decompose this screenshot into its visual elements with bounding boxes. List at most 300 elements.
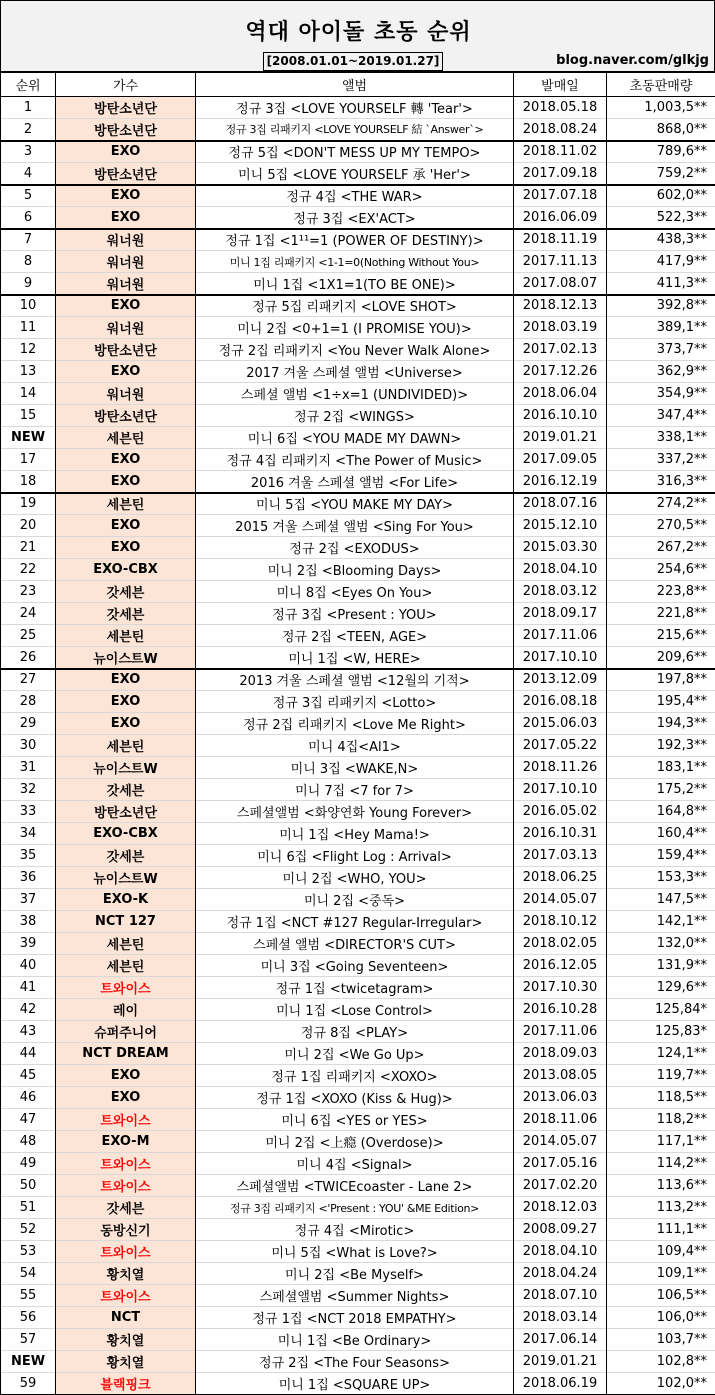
table-row: [1, 867, 715, 889]
release-date-cell: 2015.03.30: [514, 537, 607, 559]
rank-cell: 14: [1, 383, 56, 405]
album-cell: 미니 1집 <Be Ordinary>: [196, 1329, 514, 1351]
column-header-release-date: 발매일: [514, 73, 607, 97]
rank-cell: 49: [1, 1153, 56, 1175]
rank-cell: 5: [1, 185, 56, 207]
artist-cell: EXO: [56, 1065, 196, 1087]
blog-url: blog.naver.com/glkjg: [556, 53, 709, 68]
table-row: [1, 1307, 715, 1329]
sales-cell: 194,3**: [607, 713, 715, 735]
table-row: [1, 1153, 715, 1175]
release-date-cell: 2018.11.26: [514, 757, 607, 779]
sales-cell: 195,4**: [607, 691, 715, 713]
rank-cell: 34: [1, 823, 56, 845]
album-cell: 정규 2집 <EXODUS>: [196, 537, 514, 559]
sales-cell: 411,3**: [607, 273, 715, 295]
artist-cell: 워너원: [56, 229, 196, 251]
table-row: [1, 405, 715, 427]
artist-cell: EXO: [56, 669, 196, 691]
release-date-cell: 2015.06.03: [514, 713, 607, 735]
artist-cell: 트와이스: [56, 1285, 196, 1307]
release-date-cell: 2017.11.06: [514, 1021, 607, 1043]
artist-cell: EXO-CBX: [56, 559, 196, 581]
rank-cell: 15: [1, 405, 56, 427]
rank-cell: 31: [1, 757, 56, 779]
table-row: [1, 691, 715, 713]
rank-cell: 19: [1, 493, 56, 515]
table-header-row: [1, 73, 715, 97]
table-row: [1, 757, 715, 779]
album-cell: 스페셜앨범 <TWICEcoaster - Lane 2>: [196, 1175, 514, 1197]
artist-cell: EXO: [56, 141, 196, 163]
sales-cell: 119,7**: [607, 1065, 715, 1087]
artist-cell: EXO: [56, 361, 196, 383]
artist-cell: NCT: [56, 1307, 196, 1329]
period-range: [2008.01.01~2019.01.27]: [263, 52, 443, 71]
release-date-cell: 2018.08.24: [514, 119, 607, 141]
sales-cell: 389,1**: [607, 317, 715, 339]
album-cell: 정규 1집 리패키지 <XOXO>: [196, 1065, 514, 1087]
artist-cell: 트와이스: [56, 977, 196, 999]
release-date-cell: 2016.08.18: [514, 691, 607, 713]
artist-cell: 갓세븐: [56, 603, 196, 625]
artist-cell: EXO-K: [56, 889, 196, 911]
artist-cell: EXO: [56, 449, 196, 471]
release-date-cell: 2017.03.13: [514, 845, 607, 867]
rank-cell: 22: [1, 559, 56, 581]
table-row: [1, 845, 715, 867]
sales-cell: 109,4**: [607, 1241, 715, 1263]
artist-cell: EXO-CBX: [56, 823, 196, 845]
release-date-cell: 2018.06.19: [514, 1373, 607, 1395]
rank-cell: 29: [1, 713, 56, 735]
release-date-cell: 2019.01.21: [514, 1351, 607, 1373]
album-cell: 미니 5집 <YOU MAKE MY DAY>: [196, 493, 514, 515]
album-cell: 스페셜앨범 <Summer Nights>: [196, 1285, 514, 1307]
sales-cell: 602,0**: [607, 185, 715, 207]
rank-cell: 32: [1, 779, 56, 801]
sales-cell: 106,0**: [607, 1307, 715, 1329]
sales-cell: 183,1**: [607, 757, 715, 779]
rank-cell: 25: [1, 625, 56, 647]
album-cell: 미니 2집 <上瘾 (Overdose)>: [196, 1131, 514, 1153]
table-row: [1, 603, 715, 625]
album-cell: 미니 6집 <YOU MADE MY DAWN>: [196, 427, 514, 449]
sales-cell: 124,1**: [607, 1043, 715, 1065]
table-row: [1, 713, 715, 735]
sales-cell: 153,3**: [607, 867, 715, 889]
sales-cell: 417,9**: [607, 251, 715, 273]
table-row: [1, 141, 715, 163]
album-cell: 미니 1집 <Lose Control>: [196, 999, 514, 1021]
sales-cell: 759,2**: [607, 163, 715, 185]
table-row: [1, 647, 715, 669]
rank-cell: 40: [1, 955, 56, 977]
release-date-cell: 2018.03.14: [514, 1307, 607, 1329]
artist-cell: 워너원: [56, 317, 196, 339]
table-row: [1, 449, 715, 471]
table-row: [1, 185, 715, 207]
rank-cell: 37: [1, 889, 56, 911]
rank-cell: 36: [1, 867, 56, 889]
release-date-cell: 2018.06.04: [514, 383, 607, 405]
release-date-cell: 2016.12.19: [514, 471, 607, 493]
table-row: [1, 625, 715, 647]
column-header-first-week-sales: 초동판매량: [607, 73, 715, 97]
table-row: [1, 273, 715, 295]
rank-cell: 21: [1, 537, 56, 559]
album-cell: 정규 2집 <WINGS>: [196, 405, 514, 427]
artist-cell: 워너원: [56, 251, 196, 273]
artist-cell: 황치열: [56, 1351, 196, 1373]
album-cell: 미니 2집 <Blooming Days>: [196, 559, 514, 581]
table-row: [1, 559, 715, 581]
release-date-cell: 2017.08.07: [514, 273, 607, 295]
rank-cell: 3: [1, 141, 56, 163]
table-row: [1, 493, 715, 515]
rank-cell: 55: [1, 1285, 56, 1307]
release-date-cell: 2018.10.12: [514, 911, 607, 933]
release-date-cell: 2018.11.02: [514, 141, 607, 163]
artist-cell: EXO: [56, 713, 196, 735]
release-date-cell: 2016.06.09: [514, 207, 607, 229]
release-date-cell: 2017.10.10: [514, 647, 607, 669]
release-date-cell: 2017.07.18: [514, 185, 607, 207]
table-row: [1, 977, 715, 999]
rank-cell: 41: [1, 977, 56, 999]
artist-cell: 세븐틴: [56, 625, 196, 647]
release-date-cell: 2018.04.10: [514, 559, 607, 581]
release-date-cell: 2014.05.07: [514, 1131, 607, 1153]
sales-cell: 132,0**: [607, 933, 715, 955]
release-date-cell: 2013.12.09: [514, 669, 607, 691]
sales-cell: 392,8**: [607, 295, 715, 317]
rank-cell: 26: [1, 647, 56, 669]
album-cell: 정규 3집 리패키지 <'Present : YOU' &ME Edition>: [196, 1197, 514, 1219]
artist-cell: 갓세븐: [56, 779, 196, 801]
artist-cell: 동방신기: [56, 1219, 196, 1241]
rank-cell: 51: [1, 1197, 56, 1219]
rank-cell: 2: [1, 119, 56, 141]
release-date-cell: 2019.01.21: [514, 427, 607, 449]
table-row: [1, 537, 715, 559]
artist-cell: 뉴이스트W: [56, 757, 196, 779]
rank-cell: 39: [1, 933, 56, 955]
table-row: [1, 295, 715, 317]
sales-cell: 373,7**: [607, 339, 715, 361]
artist-cell: 블랙핑크: [56, 1373, 196, 1395]
sheet-header: [0, 0, 715, 72]
release-date-cell: 2018.04.24: [514, 1263, 607, 1285]
release-date-cell: 2017.09.18: [514, 163, 607, 185]
table-row: [1, 735, 715, 757]
column-header-album: 앨범: [196, 73, 514, 97]
artist-cell: NCT DREAM: [56, 1043, 196, 1065]
table-row: [1, 471, 715, 493]
sales-cell: 109,1**: [607, 1263, 715, 1285]
release-date-cell: 2017.09.05: [514, 449, 607, 471]
album-cell: 미니 2집 <0+1=1 (I PROMISE YOU)>: [196, 317, 514, 339]
rank-cell: 24: [1, 603, 56, 625]
album-cell: 미니 3집 <WAKE,N>: [196, 757, 514, 779]
album-cell: 미니 4집 <Signal>: [196, 1153, 514, 1175]
artist-cell: EXO: [56, 185, 196, 207]
sales-cell: 270,5**: [607, 515, 715, 537]
release-date-cell: 2016.05.02: [514, 801, 607, 823]
table-row: [1, 251, 715, 273]
sales-cell: 113,6**: [607, 1175, 715, 1197]
artist-cell: 방탄소년단: [56, 163, 196, 185]
album-cell: 미니 2집 <Be Myself>: [196, 1263, 514, 1285]
artist-cell: 세븐틴: [56, 735, 196, 757]
album-cell: 미니 4집<Al1>: [196, 735, 514, 757]
table-row: [1, 427, 715, 449]
release-date-cell: 2018.03.19: [514, 317, 607, 339]
album-cell: 미니 7집 <7 for 7>: [196, 779, 514, 801]
rank-cell: 47: [1, 1109, 56, 1131]
album-cell: 미니 1집 <Hey Mama!>: [196, 823, 514, 845]
table-row: [1, 515, 715, 537]
album-cell: 정규 1집 <XOXO (Kiss & Hug)>: [196, 1087, 514, 1109]
table-row: [1, 1065, 715, 1087]
table-row: [1, 1241, 715, 1263]
column-header-rank: 순위: [1, 73, 56, 97]
table-row: [1, 889, 715, 911]
table-row: [1, 1285, 715, 1307]
rank-cell: 6: [1, 207, 56, 229]
artist-cell: 슈퍼주니어: [56, 1021, 196, 1043]
release-date-cell: 2017.11.13: [514, 251, 607, 273]
sales-cell: 223,8**: [607, 581, 715, 603]
rank-cell: 28: [1, 691, 56, 713]
table-row: [1, 361, 715, 383]
rank-cell: 9: [1, 273, 56, 295]
album-cell: 정규 1집 <NCT 2018 EMPATHY>: [196, 1307, 514, 1329]
artist-cell: EXO: [56, 537, 196, 559]
artist-cell: 트와이스: [56, 1241, 196, 1263]
release-date-cell: 2016.10.10: [514, 405, 607, 427]
sales-cell: 274,2**: [607, 493, 715, 515]
rank-cell: 44: [1, 1043, 56, 1065]
album-cell: 미니 2집 <WHO, YOU>: [196, 867, 514, 889]
release-date-cell: 2013.06.03: [514, 1087, 607, 1109]
page-title: 역대 아이돌 초동 순위: [245, 20, 472, 45]
artist-cell: 황치열: [56, 1329, 196, 1351]
album-cell: 정규 3집 <Present : YOU>: [196, 603, 514, 625]
sales-cell: 254,6**: [607, 559, 715, 581]
release-date-cell: 2008.09.27: [514, 1219, 607, 1241]
table-row: [1, 823, 715, 845]
album-cell: 미니 2집 <중독>: [196, 889, 514, 911]
sales-cell: 114,2**: [607, 1153, 715, 1175]
sales-cell: 131,9**: [607, 955, 715, 977]
album-cell: 2015 겨울 스페셜 앨범 <Sing For You>: [196, 515, 514, 537]
rank-cell: 56: [1, 1307, 56, 1329]
release-date-cell: 2018.03.12: [514, 581, 607, 603]
table-row: [1, 1351, 715, 1373]
rank-cell: 38: [1, 911, 56, 933]
table-row: [1, 317, 715, 339]
sales-cell: 142,1**: [607, 911, 715, 933]
rank-cell: 1: [1, 97, 56, 119]
rank-cell: NEW: [1, 427, 56, 449]
release-date-cell: 2017.10.30: [514, 977, 607, 999]
sales-cell: 129,6**: [607, 977, 715, 999]
album-cell: 2013 겨울 스페셜 앨범 <12월의 기적>: [196, 669, 514, 691]
rank-cell: 45: [1, 1065, 56, 1087]
table-row: [1, 1087, 715, 1109]
sales-cell: 102,0**: [607, 1373, 715, 1395]
rank-cell: 46: [1, 1087, 56, 1109]
artist-cell: 뉴이스트W: [56, 867, 196, 889]
sales-cell: 192,3**: [607, 735, 715, 757]
album-cell: 정규 4집 <THE WAR>: [196, 185, 514, 207]
release-date-cell: 2018.07.16: [514, 493, 607, 515]
sales-cell: 362,9**: [607, 361, 715, 383]
table-row: [1, 1175, 715, 1197]
release-date-cell: 2018.09.03: [514, 1043, 607, 1065]
rank-cell: 10: [1, 295, 56, 317]
release-date-cell: 2018.06.25: [514, 867, 607, 889]
sales-cell: 117,1**: [607, 1131, 715, 1153]
table-row: [1, 1197, 715, 1219]
table-row: [1, 1219, 715, 1241]
table-row: [1, 801, 715, 823]
album-cell: 미니 1집 <1X1=1(TO BE ONE)>: [196, 273, 514, 295]
album-cell: 정규 2집 리패키지 <You Never Walk Alone>: [196, 339, 514, 361]
artist-cell: 방탄소년단: [56, 97, 196, 119]
release-date-cell: 2018.12.13: [514, 295, 607, 317]
rank-cell: 33: [1, 801, 56, 823]
sales-cell: 118,5**: [607, 1087, 715, 1109]
sales-cell: 147,5**: [607, 889, 715, 911]
sales-cell: 267,2**: [607, 537, 715, 559]
artist-cell: 트와이스: [56, 1109, 196, 1131]
rank-cell: 52: [1, 1219, 56, 1241]
album-cell: 2016 겨울 스페셜 앨범 <For Life>: [196, 471, 514, 493]
sales-cell: 111,1**: [607, 1219, 715, 1241]
table-row: [1, 1043, 715, 1065]
rank-cell: 8: [1, 251, 56, 273]
artist-cell: 갓세븐: [56, 845, 196, 867]
rank-cell: 59: [1, 1373, 56, 1395]
release-date-cell: 2016.10.28: [514, 999, 607, 1021]
rank-cell: 4: [1, 163, 56, 185]
table-row: [1, 97, 715, 119]
release-date-cell: 2017.06.14: [514, 1329, 607, 1351]
rank-cell: 18: [1, 471, 56, 493]
sales-cell: 337,2**: [607, 449, 715, 471]
artist-cell: 갓세븐: [56, 1197, 196, 1219]
rank-cell: 43: [1, 1021, 56, 1043]
rank-cell: 30: [1, 735, 56, 757]
artist-cell: 방탄소년단: [56, 119, 196, 141]
artist-cell: 레이: [56, 999, 196, 1021]
album-cell: 미니 6집 <YES or YES>: [196, 1109, 514, 1131]
rank-cell: 35: [1, 845, 56, 867]
release-date-cell: 2018.07.10: [514, 1285, 607, 1307]
table-row: [1, 1373, 715, 1395]
release-date-cell: 2016.12.05: [514, 955, 607, 977]
rank-cell: 13: [1, 361, 56, 383]
sales-cell: 113,2**: [607, 1197, 715, 1219]
sales-cell: 522,3**: [607, 207, 715, 229]
release-date-cell: 2016.10.31: [514, 823, 607, 845]
sales-cell: 354,9**: [607, 383, 715, 405]
release-date-cell: 2018.11.19: [514, 229, 607, 251]
artist-cell: 트와이스: [56, 1175, 196, 1197]
rank-cell: 23: [1, 581, 56, 603]
album-cell: 정규 2집 리패키지 <Love Me Right>: [196, 713, 514, 735]
rank-cell: 12: [1, 339, 56, 361]
release-date-cell: 2017.12.26: [514, 361, 607, 383]
table-row: [1, 999, 715, 1021]
artist-cell: 트와이스: [56, 1153, 196, 1175]
table-row: [1, 955, 715, 977]
sales-cell: 209,6**: [607, 647, 715, 669]
rank-cell: 50: [1, 1175, 56, 1197]
album-cell: 정규 5집 리패키지 <LOVE SHOT>: [196, 295, 514, 317]
sales-cell: 316,3**: [607, 471, 715, 493]
table-row: [1, 119, 715, 141]
sales-cell: 159,4**: [607, 845, 715, 867]
artist-cell: 워너원: [56, 383, 196, 405]
rank-cell: 53: [1, 1241, 56, 1263]
table-row: [1, 1021, 715, 1043]
rank-cell: 48: [1, 1131, 56, 1153]
sales-cell: 118,2**: [607, 1109, 715, 1131]
album-cell: 정규 3집 <LOVE YOURSELF 轉 'Tear'>: [196, 97, 514, 119]
table-row: [1, 383, 715, 405]
release-date-cell: 2017.11.06: [514, 625, 607, 647]
album-cell: 2017 겨울 스페셜 앨범 <Universe>: [196, 361, 514, 383]
release-date-cell: 2017.10.10: [514, 779, 607, 801]
table-row: [1, 933, 715, 955]
release-date-cell: 2018.05.18: [514, 97, 607, 119]
table-row: [1, 207, 715, 229]
artist-cell: EXO: [56, 515, 196, 537]
artist-cell: 워너원: [56, 273, 196, 295]
artist-cell: 세븐틴: [56, 933, 196, 955]
release-date-cell: 2017.02.13: [514, 339, 607, 361]
album-cell: 스페셜 앨범 <1÷x=1 (UNDIVIDED)>: [196, 383, 514, 405]
table-row: [1, 669, 715, 691]
album-cell: 미니 8집 <Eyes On You>: [196, 581, 514, 603]
rank-cell: 11: [1, 317, 56, 339]
table-row: [1, 1329, 715, 1351]
release-date-cell: 2018.12.03: [514, 1197, 607, 1219]
table-row: [1, 1109, 715, 1131]
release-date-cell: 2018.11.06: [514, 1109, 607, 1131]
table-body: [1, 97, 715, 1395]
album-cell: 정규 2집 <TEEN, AGE>: [196, 625, 514, 647]
album-cell: 스페셜앨범 <화양연화 Young Forever>: [196, 801, 514, 823]
rank-cell: 17: [1, 449, 56, 471]
album-cell: 미니 5집 <LOVE YOURSELF 承 'Her'>: [196, 163, 514, 185]
album-cell: 정규 8집 <PLAY>: [196, 1021, 514, 1043]
sales-cell: 338,1**: [607, 427, 715, 449]
artist-cell: 세븐틴: [56, 427, 196, 449]
artist-cell: 방탄소년단: [56, 801, 196, 823]
album-cell: 정규 2집 <The Four Seasons>: [196, 1351, 514, 1373]
rank-cell: 7: [1, 229, 56, 251]
album-cell: 미니 1집 리패키지 <1-1=0(Nothing Without You>: [196, 251, 514, 273]
ranking-table: [0, 72, 715, 1395]
album-cell: 미니 1집 <SQUARE UP>: [196, 1373, 514, 1395]
sales-cell: 197,8**: [607, 669, 715, 691]
table-row: [1, 779, 715, 801]
album-cell: 미니 2집 <We Go Up>: [196, 1043, 514, 1065]
